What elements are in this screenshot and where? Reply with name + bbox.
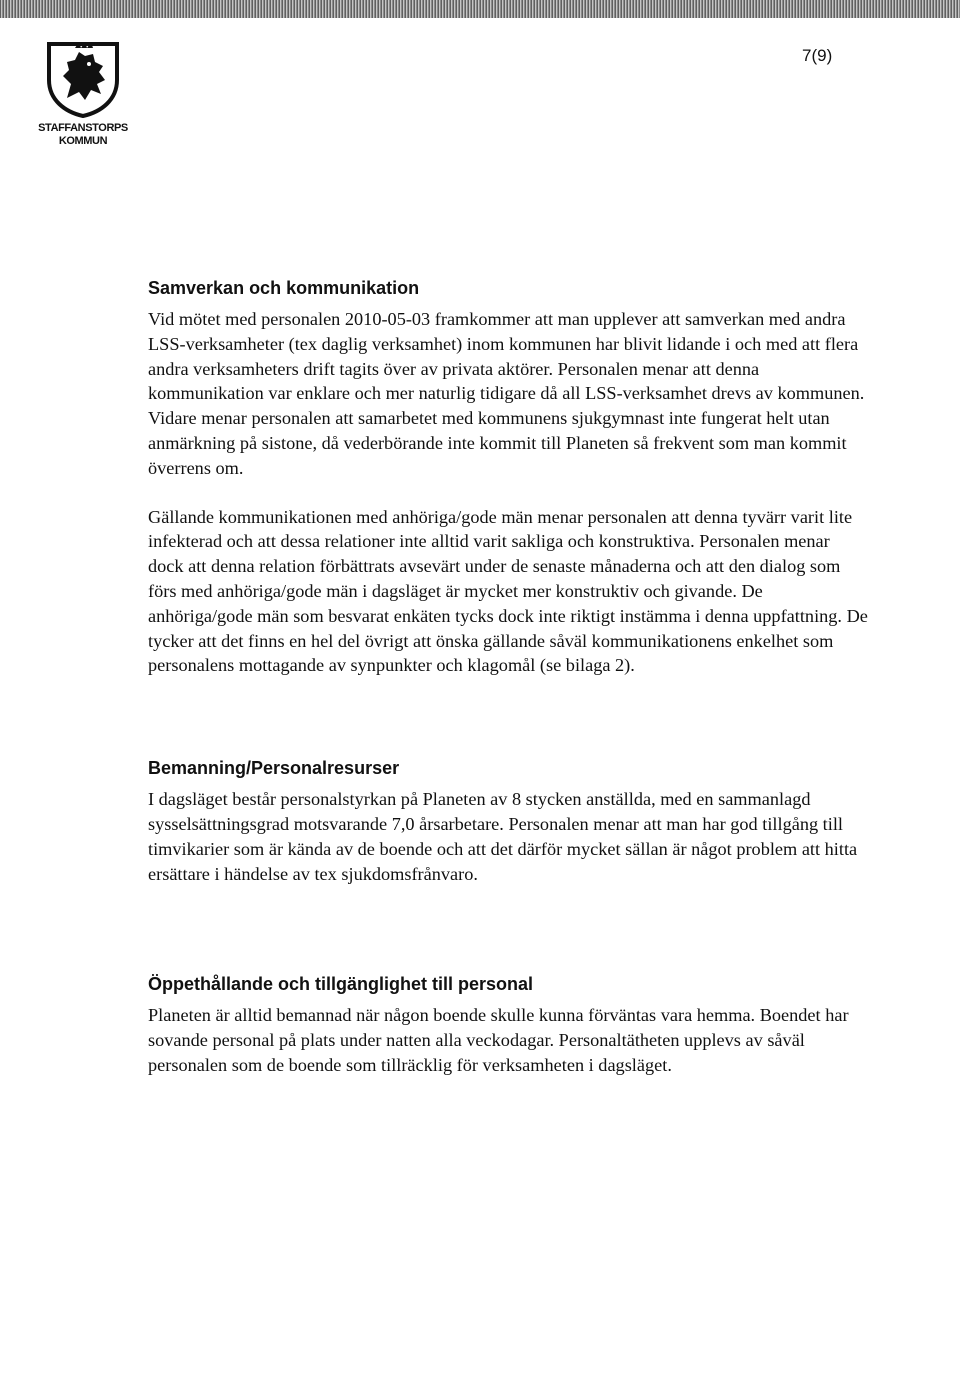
page-number: 7(9) xyxy=(802,46,833,65)
section-samverkan xyxy=(148,276,868,678)
section-heading: Bemanning/Personalresurser xyxy=(148,758,400,779)
paragraph: I dagsläget består personalstyrkan på Planeten av 8 stycken anställda, med en sammanlagd sysselsättningsgrad motsvarande 7,0 årsarbetare. Personalen menar att man har god tillgång till timvikarier som är kända av de boende och att det därför mycket sällan är något problem att hitta ersättare i händelse av tex sjukdomsfrånvaro. xyxy=(148,789,858,884)
paragraph: Vid mötet med personalen 2010-05-03 framkommer att man upplever att samverkan med andra LSS-verksamheter (tex daglig verksamhet) inom kommunen har blivit lidande i och med att flera andra verksamheters drift tagits över av privata aktörer. Personalen menar att denna kommunikation var enklare och mer naturlig tidigare då all LSS-verksamhet drevs av kommunen. Vidare menar personalen att samarbetet med kommunens sjukgymnast inte fungerat helt utan anmärkning på sistone, då vederbörande inte kommit till Planeten så frekvent som man kommit överrens om. xyxy=(148,309,865,478)
coat-of-arms-icon xyxy=(45,40,121,118)
document-body xyxy=(148,276,868,1078)
paragraph: Planeten är alltid bemannad när någon boende skulle kunna förväntas vara hemma. Boendet har sovande personal på plats under natten alla veckodagar. Personaltätheten upplevs av såväl personalen som de boende som tillräcklig för verksamheten i dagsläget. xyxy=(148,1005,849,1075)
section-heading: Samverkan och kommunikation xyxy=(148,278,420,298)
section-oppethallande xyxy=(148,972,868,1077)
scan-artifact-strip xyxy=(0,0,960,18)
municipality-logo xyxy=(28,40,138,148)
section-bemanning xyxy=(148,756,868,886)
paragraph: Gällande kommunikationen med anhöriga/gode män menar personalen att denna tyvärr varit lite infekterad och att dessa relationer inte alltid varit sakliga och konstruktiva. Personalen menar dock att denna relation förbättrats avsevärt under de senaste månaderna och att den dialog som förs med anhöriga/gode män i dagsläget är mycket mer konstruktiv och givande. De anhöriga/gode män som besvarat enkäten tycks dock inte riktigt instämma i denna uppfattning. De tycker att det finns en hel del övrigt att önska gällande såväl kommunikationens enkelhet som personalens mottagande av synpunkter och klagomål (se bilaga 2). xyxy=(148,506,868,676)
logo-text-line1: STAFFANSTORPS xyxy=(38,122,128,134)
logo-text-line2: KOMMUN xyxy=(58,135,108,147)
section-heading: Öppethållande och tillgänglighet till personal xyxy=(148,974,534,995)
